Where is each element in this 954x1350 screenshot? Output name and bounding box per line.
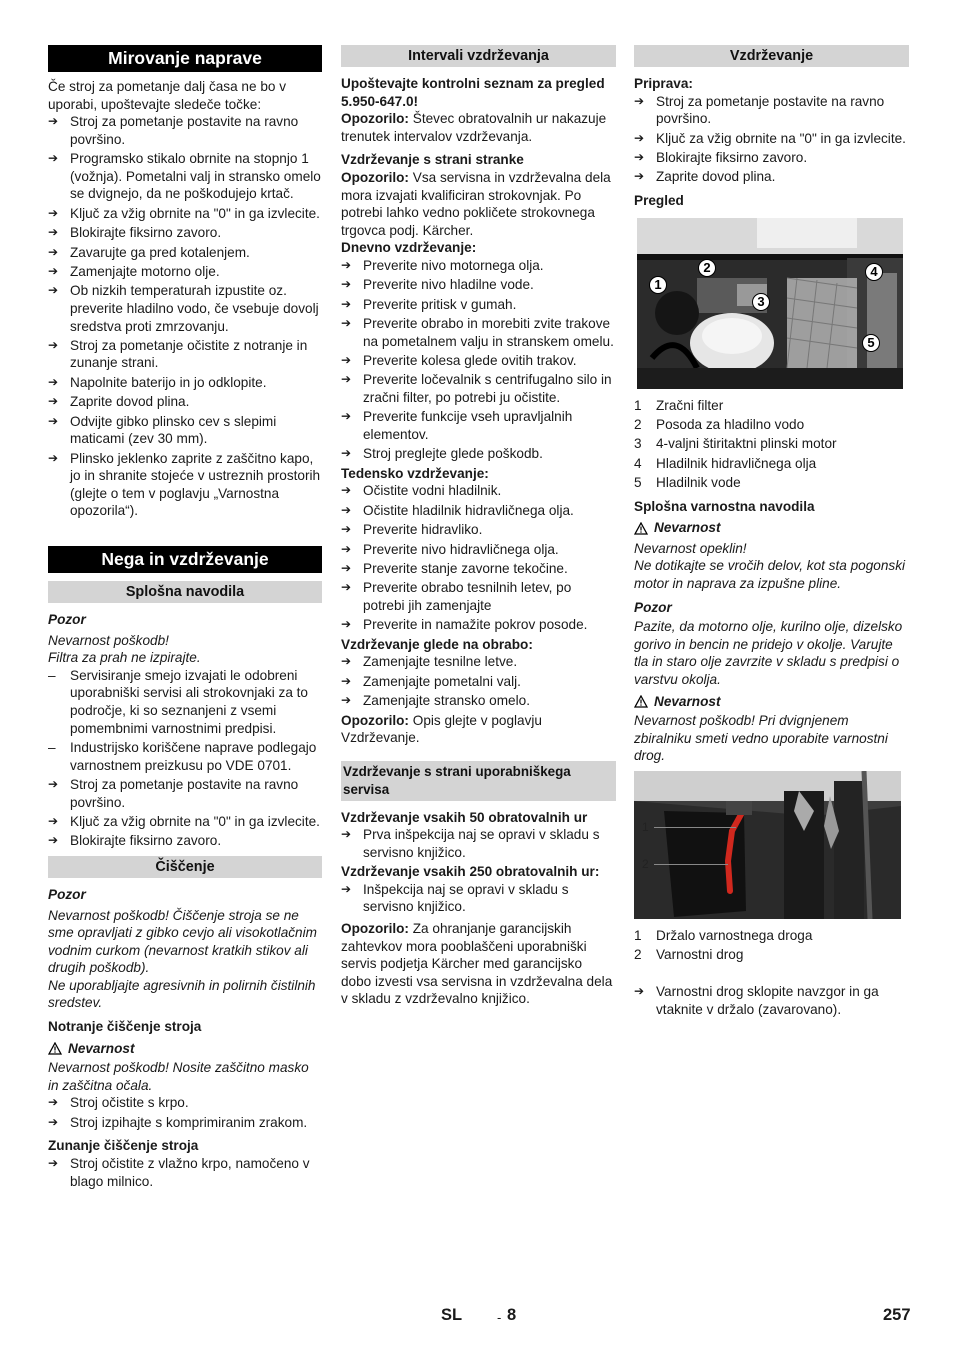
arrow-right-icon: ➔	[48, 813, 59, 828]
heading-250h: Vzdrževanje vsakih 250 obratovalnih ur:	[341, 864, 600, 880]
legend-text: Hladilnik vode	[656, 475, 741, 491]
subheading-service: Vzdrževanje s strani uporabniškega servisa	[341, 761, 616, 801]
step-item	[341, 616, 616, 634]
step-text: Programsko stikalo obrnite na stopnjo 1 (vožnja). Pometalni valj in stransko omelo se dvignejo, da ne poškodujejo krtač.	[70, 151, 321, 202]
note-1: Opozorilo: Števec obratovalnih ur nakazuje trenutek intervalov vzdrževanja.	[341, 111, 607, 144]
arrow-right-icon: ➔	[48, 283, 59, 298]
legend-item	[634, 435, 909, 453]
note-4: Opozorilo: Za ohranjanje garancijskih zahtevkov mora pooblaščeni uporabniški servis podjetja Kärcher med garancijsko dobo izvesti vsa servisna in vzdrževalna dela v skladu z vzdrževalno knjižico.	[341, 921, 613, 1007]
warning-triangle-icon	[634, 522, 648, 535]
step-text: Zamenjajte tesnilne letve.	[363, 654, 518, 670]
prep-steps	[634, 93, 909, 186]
step-item	[341, 541, 616, 559]
arrow-right-icon: ➔	[48, 337, 59, 352]
arrow-right-icon: ➔	[48, 833, 59, 848]
step-item	[341, 296, 616, 314]
step-item	[48, 205, 322, 223]
arrow-right-icon: ➔	[341, 673, 352, 688]
engine-compartment-image	[637, 218, 903, 389]
step-text: Blokirajte fiksirno zavoro.	[656, 149, 808, 165]
callout-badge-2: 2	[698, 259, 716, 277]
arrow-right-icon: ➔	[341, 693, 352, 708]
pozor-text	[48, 907, 322, 1013]
arrow-right-icon: ➔	[48, 263, 59, 278]
arrow-right-icon: ➔	[48, 151, 59, 166]
step-item	[341, 445, 616, 463]
step-text: Stroj za pometanje očistite z notranje in zunanje strani.	[70, 337, 308, 371]
legend-item	[634, 474, 909, 492]
legend-text: Zračni filter	[656, 397, 724, 413]
engine-legend	[634, 397, 909, 492]
callout-badge-4: 4	[865, 263, 883, 281]
engine-photo	[637, 218, 903, 389]
safety-rod-photo	[634, 771, 901, 919]
legend-number: 5	[634, 475, 642, 491]
step-text: Inšpekcija naj se opravi v skladu s servisno knjižico.	[363, 881, 569, 915]
step-text: Zamenjajte stransko omelo.	[363, 693, 530, 709]
step-item	[634, 130, 909, 148]
note-2: Opozorilo: Vsa servisna in vzdrževalna dela mora izvajati kvalificiran strokovnjak. Po potrebi lahko vedno pokličete strokovnega trgovca podj. Kärcher.	[341, 169, 611, 238]
step-item	[48, 832, 322, 850]
step-text: Preverite kolesa glede ovitih trakov.	[363, 353, 577, 369]
step-item	[341, 502, 616, 520]
arrow-right-icon: ➔	[48, 374, 59, 389]
step-item	[48, 450, 322, 520]
subheading-intervals: Intervali vzdrževanja	[341, 45, 616, 67]
warning-label: Nevarnost	[634, 693, 909, 711]
step-item	[48, 113, 322, 148]
step-item	[634, 168, 909, 186]
heading-storage: Mirovanje naprave	[48, 45, 322, 72]
subheading-general: Splošna navodila	[48, 581, 322, 603]
step-item	[341, 408, 616, 443]
step-item	[341, 826, 616, 861]
legend-number: 2	[634, 947, 642, 963]
arrow-right-icon: ➔	[341, 296, 352, 311]
step-item	[341, 257, 616, 275]
step-text: Preverite hidravliko.	[363, 522, 483, 538]
subheading-cleaning: Čiščenje	[48, 856, 322, 878]
step-text: Ključ za vžig obrnite na "0" in ga izvlecite.	[70, 205, 320, 221]
callout-leader-line	[654, 827, 736, 828]
step-item	[48, 337, 322, 372]
step-text: Blokirajte fiksirno zavoro.	[70, 833, 222, 849]
step-item	[48, 413, 322, 448]
footer-section-page: 8	[507, 1306, 517, 1324]
warning-triangle-icon	[634, 695, 648, 708]
step-item	[341, 881, 616, 916]
pozor-label: Pozor	[48, 886, 86, 902]
step-text: Servisiranje smejo izvajati le odobreni uporabniški servisi ali strokovnjaki za to področje, ki so seznanjeni z vsemi pomembnimi varnostnimi predpisi.	[70, 667, 308, 736]
note-3: Opozorilo: Opis glejte v poglavju Vzdrževanje.	[341, 712, 542, 746]
arrow-right-icon: ➔	[48, 1156, 59, 1171]
callout-badge-1: 1	[649, 276, 667, 294]
step-item	[48, 224, 322, 242]
wear-steps	[341, 653, 616, 709]
arrow-right-icon: ➔	[341, 502, 352, 517]
step-text: Preverite obrabo tesnilnih letev, po potrebi jih zamenjajte	[363, 580, 572, 613]
step-text: Preverite nivo motornega olja.	[363, 257, 544, 273]
dash-bullet: –	[48, 739, 56, 755]
step-text: Preverite obrabo in morebiti zvite trakove na pometalnem valju in stranskem omelu.	[363, 316, 614, 349]
pozor-text	[48, 632, 322, 667]
step-item	[341, 653, 616, 671]
step-item	[48, 1155, 322, 1190]
arrow-right-icon: ➔	[341, 277, 352, 292]
callout-badge-5: 5	[862, 334, 880, 352]
final-steps	[634, 983, 909, 1018]
legend-item	[634, 946, 909, 964]
step-text: Stroj izpihajte s komprimiranim zrakom.	[70, 1114, 308, 1130]
step-text: Ključ za vžig obrnite na "0" in ga izvlecite.	[70, 813, 320, 829]
arrow-right-icon: ➔	[341, 827, 352, 842]
step-item	[48, 263, 322, 281]
pozor-text: Pazite, da motorno olje, kurilno olje, dizelsko gorivo in bencin ne pridejo v okolje. Varujte tla in staro olje zavrzite v skladu s predpisi o varstvu okolja.	[634, 619, 903, 688]
arrow-right-icon: ➔	[48, 205, 59, 220]
arrow-right-icon: ➔	[48, 114, 59, 129]
weekly-steps	[341, 482, 616, 634]
step-text: Ključ za vžig obrnite na "0" in ga izvlecite.	[656, 130, 906, 146]
step-item	[634, 93, 909, 128]
callout-leader-line	[654, 864, 728, 865]
step-item	[48, 282, 322, 335]
legend-number: 3	[634, 436, 642, 452]
step-item	[341, 673, 616, 691]
heading-preparation: Priprava:	[634, 76, 693, 91]
step-text: Zamenjajte pometalni valj.	[363, 673, 521, 689]
italic-line: Nevarnost poškodb!	[48, 632, 169, 648]
step-text: Zaprite dovod plina.	[70, 394, 190, 410]
dash-bullet: –	[48, 667, 56, 683]
legend-text: 4-valjni štiritaktni plinski motor	[656, 436, 837, 452]
step-text: Napolnite baterijo in jo odklopite.	[70, 374, 267, 390]
general-dash-list	[48, 667, 322, 774]
step-text: Preverite nivo hladilne vode.	[363, 277, 534, 293]
step-text: Stroj za pometanje postavite na ravno površino.	[656, 93, 885, 127]
italic-line: Filtra za prah ne izpirajte.	[48, 650, 201, 666]
arrow-right-icon: ➔	[341, 372, 352, 387]
step-item	[341, 371, 616, 406]
italic-line: Ne dotikajte se vročih delov, kot sta pogonski motor in naprava za izpušne pline.	[634, 558, 906, 592]
step-text: Industrijsko koriščene naprave podlegajo varnostnem preizkusu po VDE 0701.	[70, 739, 317, 773]
step-item	[48, 1094, 322, 1112]
heading-care: Nega in vzdrževanje	[48, 546, 322, 573]
footer-page-number: 257	[883, 1306, 911, 1324]
step-item	[341, 315, 616, 350]
step-text: Stroj očistite s krpo.	[70, 1095, 189, 1111]
arrow-right-icon: ➔	[48, 225, 59, 240]
step-text: Preverite in namažite pokrov posode.	[363, 617, 588, 633]
arrow-right-icon: ➔	[48, 1114, 59, 1129]
pozor-label: Pozor	[634, 599, 672, 615]
safety-rod-image	[634, 771, 901, 919]
arrow-right-icon: ➔	[341, 617, 352, 632]
warning-text: Nevarnost poškodb! Nosite zaščitno masko in zaščitna očala.	[48, 1060, 309, 1093]
arrow-right-icon: ➔	[634, 93, 645, 108]
step-text: Zamenjajte motorno olje.	[70, 263, 220, 279]
arrow-right-icon: ➔	[48, 394, 59, 409]
heading-wear: Vzdrževanje glede na obrabo:	[341, 636, 533, 652]
arrow-right-icon: ➔	[341, 541, 352, 556]
legend-text: Hladilnik hidravličnega olja	[656, 455, 817, 471]
arrow-right-icon: ➔	[634, 984, 645, 998]
step-text: Prva inšpekcija naj se opravi v skladu s servisno knjižico.	[363, 827, 600, 860]
step-item	[341, 482, 616, 500]
column-1	[48, 45, 322, 1192]
step-text: Preverite pritisk v gumah.	[363, 296, 517, 312]
checklist-note: Upoštevajte kontrolni seznam za pregled 5.950-647.0!	[341, 76, 605, 109]
step-text: Preverite funkcije vseh upravljalnih elementov.	[363, 409, 573, 443]
warning-text	[634, 540, 909, 593]
step-text: Ob nizkih temperaturah izpustite oz. preverite hladilno vodo, če vsebuje dovolj sredstva proti zmrzovanju.	[70, 283, 319, 334]
dash-item	[48, 739, 322, 774]
arrow-right-icon: ➔	[341, 580, 352, 595]
warning-label: Nevarnost	[48, 1040, 322, 1058]
italic-line: Ne uporabljajte agresivnih in polirnih čistilnih sredstev.	[48, 977, 316, 1011]
step-item	[634, 149, 909, 167]
legend-number: 1	[634, 928, 642, 944]
callout-number-1: 1	[642, 820, 649, 835]
heading-inner-cleaning: Notranje čiščenje stroja	[48, 1019, 202, 1035]
step-item	[48, 150, 322, 203]
step-item	[341, 521, 616, 539]
italic-line: Nevarnost opeklin!	[634, 540, 747, 556]
heading-overview: Pregled	[634, 192, 684, 208]
step-item	[341, 692, 616, 710]
arrow-right-icon: ➔	[341, 353, 352, 368]
heading-safety: Splošna varnostna navodila	[634, 498, 815, 514]
step-text: Varnostni drog sklopite navzgor in ga vtaknite v držalo (zavarovano).	[656, 984, 879, 1017]
rod-legend	[634, 927, 909, 964]
legend-text: Varnostni drog	[656, 947, 744, 963]
step-text: Preverite nivo hidravličnega olja.	[363, 541, 559, 557]
steps-50h	[341, 826, 616, 861]
steps-250h	[341, 881, 616, 916]
step-text: Stroj preglejte glede poškodb.	[363, 446, 543, 462]
step-item	[341, 579, 616, 614]
outer-steps	[48, 1155, 322, 1190]
pozor-label: Pozor	[48, 612, 86, 628]
inner-steps	[48, 1094, 322, 1131]
arrow-right-icon: ➔	[341, 881, 352, 896]
arrow-right-icon: ➔	[634, 130, 645, 145]
step-text: Zavarujte ga pred kotalenjem.	[70, 244, 250, 260]
step-text: Zaprite dovod plina.	[656, 169, 776, 185]
column-3	[634, 45, 909, 1020]
heading-weekly: Tedensko vzdrževanje:	[341, 465, 489, 481]
arrow-right-icon: ➔	[48, 244, 59, 259]
footer-language: SL	[441, 1306, 463, 1324]
step-item	[341, 276, 616, 294]
general-steps	[48, 776, 322, 850]
arrow-right-icon: ➔	[341, 483, 352, 498]
legend-number: 2	[634, 416, 642, 432]
footer-separator: -	[497, 1310, 502, 1325]
step-text: Blokirajte fiksirno zavoro.	[70, 225, 222, 241]
arrow-right-icon: ➔	[634, 149, 645, 164]
callout-badge-3: 3	[752, 293, 770, 311]
legend-number: 4	[634, 455, 642, 471]
warning-triangle-icon	[48, 1042, 62, 1055]
step-text: Plinsko jeklenko zaprite z zaščitno kapo, jo in shranite stojeće v ustreznih prostorih (glejte o tem v poglavju „Varnostna opozorila“).	[70, 450, 321, 519]
legend-item	[634, 397, 909, 415]
legend-number: 1	[634, 397, 642, 413]
step-item	[48, 393, 322, 411]
arrow-right-icon: ➔	[341, 654, 352, 669]
storage-steps	[48, 113, 322, 520]
step-text: Stroj za pometanje postavite na ravno površino.	[70, 114, 299, 147]
step-text: Očistite hladilnik hidravličnega olja.	[363, 502, 574, 518]
arrow-right-icon: ➔	[341, 522, 352, 537]
step-text: Preverite stanje zavorne tekočine.	[363, 561, 568, 576]
dash-item	[48, 667, 322, 737]
step-text: Stroj za pometanje postavite na ravno površino.	[70, 776, 299, 810]
heading-outer-cleaning: Zunanje čiščenje stroja	[48, 1138, 199, 1154]
legend-item	[634, 927, 909, 945]
step-text: Odvijte gibko plinsko cev s slepimi maticami (zev 30 mm).	[70, 413, 277, 447]
arrow-right-icon: ➔	[48, 776, 59, 791]
warning-text: Nevarnost poškodb! Pri dvignjenem zbiralniku smeti vedno uporabite varnostni drog.	[634, 713, 888, 764]
step-item	[48, 776, 322, 811]
arrow-right-icon: ➔	[341, 446, 352, 461]
heading-daily: Dnevno vzdrževanje:	[341, 240, 477, 256]
storage-intro: Če stroj za pometanje dalj časa ne bo v uporabi, upoštevajte sledeče točke:	[48, 79, 287, 112]
italic-line: Nevarnost poškodb! Čiščenje stroja se ne sme opravljati z gibko cevjo ali visokotlačnim vodnim curkom (nevarnost kratkih stikov ali drugih poškodb).	[48, 907, 317, 976]
legend-item	[634, 416, 909, 434]
step-item	[48, 813, 322, 831]
subheading-maintenance: Vzdrževanje	[634, 45, 909, 67]
legend-item	[634, 455, 909, 473]
arrow-right-icon: ➔	[341, 561, 352, 575]
arrow-right-icon: ➔	[341, 316, 352, 331]
warning-label: Nevarnost	[634, 519, 909, 537]
daily-steps	[341, 257, 616, 463]
column-2	[341, 45, 616, 1008]
legend-text: Držalo varnostnega droga	[656, 928, 813, 944]
arrow-right-icon: ➔	[634, 169, 645, 184]
step-item	[634, 983, 909, 1018]
arrow-right-icon: ➔	[48, 1095, 59, 1110]
callout-number-2: 2	[642, 857, 649, 872]
step-text: Stroj očistite z vlažno krpo, namočeno v blago milnico.	[70, 1156, 310, 1189]
step-item	[48, 244, 322, 262]
arrow-right-icon: ➔	[48, 413, 59, 428]
step-item	[48, 1114, 322, 1132]
heading-customer: Vzdrževanje s strani stranke	[341, 152, 524, 168]
legend-text: Posoda za hladilno vodo	[656, 416, 805, 432]
arrow-right-icon: ➔	[341, 257, 352, 272]
arrow-right-icon: ➔	[341, 409, 352, 424]
heading-50h: Vzdrževanje vsakih 50 obratovalnih ur	[341, 809, 588, 825]
step-item	[341, 560, 616, 578]
step-text: Očistite vodni hladilnik.	[363, 483, 502, 499]
step-text: Preverite ločevalnik s centrifugalno silo in zračni filter, po potrebi ju očistite.	[363, 372, 612, 406]
step-item	[341, 352, 616, 370]
arrow-right-icon: ➔	[48, 450, 59, 465]
step-item	[48, 374, 322, 392]
